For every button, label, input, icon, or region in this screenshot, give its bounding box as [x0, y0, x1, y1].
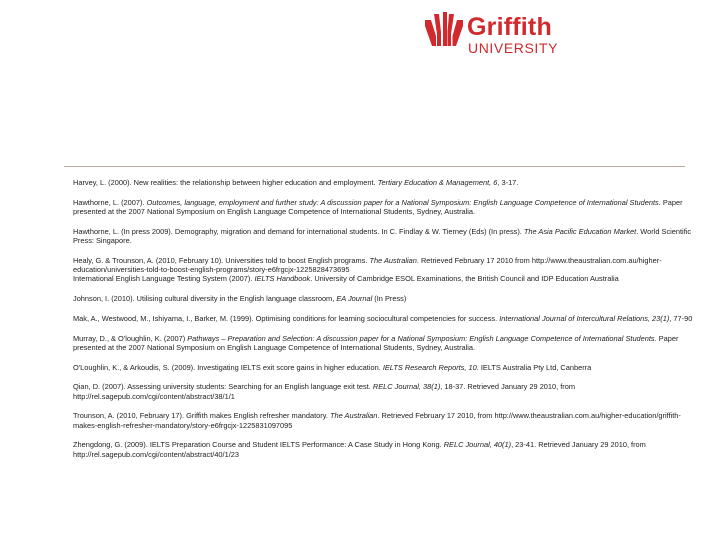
- reference-entry: [73, 256, 693, 274]
- reference-entry: [73, 178, 693, 187]
- griffith-emblem-icon: [424, 10, 464, 50]
- reference-text: Hawthorne, L. (In press 2009). Demography, migration and demand for international students. In C. Findlay & W. Tierney (Eds) (In press).: [73, 226, 524, 236]
- reference-text: Hawthorne, L. (2007).: [73, 197, 147, 207]
- reference-text: Murray, D., & O'loughlin, K. (2007): [73, 333, 188, 343]
- reference-text: , 18-37. Retrieved January 29 2010, from http://rel.sagepub.com/cgi/content/abstract/38/1/1: [73, 382, 576, 401]
- reference-text: Qian, D. (2007). Assessing university students: Searching for an English language exit test.: [73, 382, 373, 392]
- reference-text: . University of Cambridge ESOL Examinations, the British Council and IDP Education Australia: [310, 274, 619, 284]
- reference-entry: [73, 440, 693, 458]
- reference-text: Harvey, L. (2000). New realities: the relationship between higher education and employment.: [73, 178, 378, 187]
- reference-text: Zhengdong, G. (2009). IELTS Preparation Course and Student IELTS Performance: A Case Study in Hong Kong.: [73, 440, 444, 450]
- reference-italic-text: IELTS Research Reports, 10: [382, 362, 477, 372]
- reference-entry: [73, 274, 693, 283]
- reference-italic-text: Outcomes, language, employment and further study: A discussion paper for a National Symposium: English Language Competence of International Students.: [146, 197, 661, 207]
- logo-subtitle: UNIVERSITY: [468, 40, 559, 56]
- reference-text: . IELTS Australia Pty Ltd, Canberra: [476, 362, 592, 372]
- reference-italic-text: The Asia Pacific Education Market: [523, 226, 637, 236]
- reference-text: , 77-90: [669, 313, 693, 323]
- reference-italic-text: Tertiary Education & Management, 6: [377, 178, 498, 187]
- reference-entry: [73, 314, 693, 323]
- reference-italic-text: RELC Journal, 40(1): [443, 440, 512, 450]
- reference-italic-text: International Journal of Intercultural Relations, 23(1): [499, 313, 670, 323]
- reference-text: Paper presented at the 2007 National Symposium on English Language Competence of International Students, Sydney, Australia.: [73, 197, 683, 216]
- reference-text: . World Scientific Press: Singapore.: [73, 226, 692, 245]
- reference-text: Healy, G. & Trounson, A. (2010, February 10). Universities told to boost English programs.: [73, 255, 370, 265]
- reference-text: Trounson, A. (2010, February 17). Griffith makes English refresher mandatory.: [73, 411, 331, 421]
- header-divider: [64, 166, 685, 167]
- reference-list: [73, 178, 693, 469]
- reference-entry: [73, 382, 693, 400]
- reference-text: International English Language Testing System (2007).: [73, 274, 255, 284]
- reference-entry: [73, 411, 693, 429]
- reference-italic-text: EA Journal: [336, 294, 373, 303]
- reference-text: . Retrieved February 17 2010, from http://www.theaustralian.com.au/higher-education/griffith-makes-english-refresher-mandatory/story-e6frgcjx-1225831097095: [73, 411, 681, 430]
- griffith-university-logo: [424, 10, 564, 58]
- reference-italic-text: RELC Journal, 38(1): [372, 382, 441, 392]
- logo-wordmark: Griffith: [467, 13, 552, 41]
- reference-entry: [73, 227, 693, 245]
- reference-text: (In Press): [372, 294, 407, 303]
- reference-text: . Retrieved February 17 2010 from http://www.theaustralian.com.au/higher-education/universities-told-to-boost-english-programs/story-e6frgcjx-1225828473695: [73, 255, 662, 274]
- reference-entry: [73, 198, 693, 216]
- reference-italic-text: The Australian: [369, 255, 417, 265]
- reference-text: Johnson, I. (2010). Utilising cultural diversity in the English language classroom,: [73, 294, 337, 303]
- reference-text: Paper presented at the 2007 National Symposium on English Language Competence of International Students, Sydney, Australia.: [73, 333, 679, 352]
- reference-italic-text: The Australian: [330, 411, 378, 421]
- reference-text: , 3-17.: [497, 178, 519, 187]
- reference-text: , 23-41. Retrieved January 29 2010, from http://rel.sagepub.com/cgi/content/abstract/40/1/23: [73, 440, 646, 459]
- reference-entry: [73, 363, 693, 372]
- reference-italic-text: IELTS Handbook: [254, 274, 311, 284]
- reference-text: Mak, A., Westwood, M., Ishiyama, I., Barker, M. (1999). Optimising conditions for learning sociocultural competencies for success.: [73, 313, 500, 323]
- reference-entry: [73, 294, 693, 303]
- reference-italic-text: Pathways – Preparation and Selection: A discussion paper for a National Symposium: English Language Competence of International Students.: [187, 333, 657, 343]
- reference-entry: [73, 334, 693, 352]
- reference-text: O'Loughlin, K., & Arkoudis, S. (2009). Investigating IELTS exit score gains in higher education.: [73, 362, 383, 372]
